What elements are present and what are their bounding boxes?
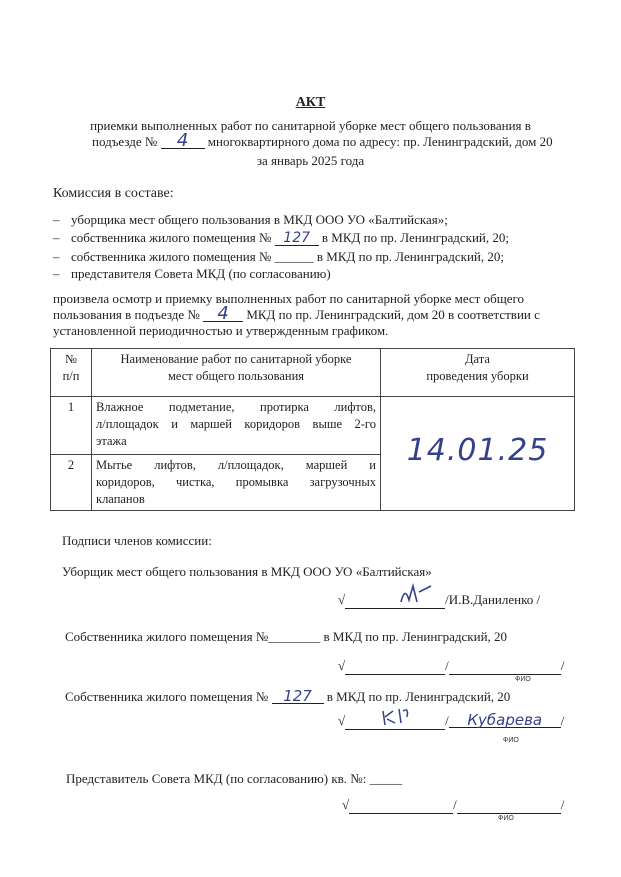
subtitle-line-2: подъезде № 4 многоквартирного дома по адресу: пр. Ленинградский, дом 20 xyxy=(92,130,553,151)
works-table xyxy=(50,348,575,511)
row-name: Влажное подметание, протирка лифтов, л/площадок и маршей коридоров выше 2-го этажа xyxy=(92,397,381,455)
owner1-fio-caption: ФИО xyxy=(515,676,531,683)
member-representative: – представителя Совета МКД (по согласованию) xyxy=(53,266,331,281)
row-no: 1 xyxy=(51,397,92,455)
member-cleaner: – уборщика мест общего пользования в МКД ООО УО «Балтийская»; xyxy=(53,212,448,227)
cleaner-signature xyxy=(345,592,445,609)
paragraph-line-3: установленной периодичностью и утвержденным графиком. xyxy=(53,323,389,338)
header-no: № п/п xyxy=(51,349,92,397)
subtitle-line-1: приемки выполненных работ по санитарной уборке мест общего пользования в xyxy=(90,118,531,133)
owner2-signature-label: Собственника жилого помещения № 127 в МКД по пр. Ленинградский, 20 xyxy=(65,687,511,705)
row-no: 2 xyxy=(51,455,92,511)
rep-fio-caption: ФИО xyxy=(498,815,514,822)
signature-mark xyxy=(379,703,419,729)
date-handwritten: 14.01.25 xyxy=(406,433,549,468)
commission-heading: Комиссия в составе: xyxy=(53,186,174,201)
signatures-heading: Подписи членов комиссии: xyxy=(62,533,212,548)
owner1-signature-label: Собственника жилого помещения №________ в МКД по пр. Ленинградский, 20 xyxy=(65,629,508,644)
date-cell xyxy=(381,397,575,511)
signature-mark xyxy=(397,582,437,606)
owner2-signature xyxy=(345,713,445,730)
owner1-signature-line: √ / / xyxy=(338,658,565,673)
owner2-apartment-handwritten: 127 xyxy=(272,690,324,704)
rep-signature-line: √ / / xyxy=(342,797,565,812)
entrance-number-handwritten: 4 xyxy=(161,134,205,149)
paragraph-line-2: пользования в подъезде № 4 МКД по пр. Ленинградский, дом 20 в соответствии с xyxy=(53,303,540,324)
row-name: Мытье лифтов, л/площадок, маршей и коридоров, чистка, промывка загрузочных клапанов xyxy=(92,455,381,511)
owner2-name-handwritten: Кубарева xyxy=(449,714,561,728)
document-title: АКТ xyxy=(295,95,326,110)
header-name: Наименование работ по санитарной уборке мест общего пользования xyxy=(92,349,381,397)
owner-apartment-handwritten: 127 xyxy=(275,232,319,246)
header-date: Дата проведения уборки xyxy=(381,349,575,397)
paragraph-line-1: произвела осмотр и приемку выполненных работ по санитарной уборке мест общего xyxy=(53,291,525,306)
paragraph-entrance-handwritten: 4 xyxy=(203,307,243,322)
rep-signature-label: Представитель Совета МКД (по согласованию) кв. №: _____ xyxy=(66,771,403,786)
owner2-fio-caption: ФИО xyxy=(503,737,519,744)
table-row xyxy=(51,397,575,455)
cleaner-signature-line: √ /И.В.Даниленко / xyxy=(338,592,540,609)
owner2-signature-line: √ / Кубарева / xyxy=(338,713,564,730)
member-owner-2: – собственника жилого помещения № ______ в МКД по пр. Ленинградский, 20; xyxy=(53,249,505,264)
cleaner-signature-label: Уборщик мест общего пользования в МКД ООО УО «Балтийская» xyxy=(62,564,432,579)
subtitle-line-3: за январь 2025 года xyxy=(256,153,365,168)
table-header-row xyxy=(51,349,575,397)
member-owner-1: – собственника жилого помещения № 127 в МКД по пр. Ленинградский, 20; xyxy=(53,230,510,246)
